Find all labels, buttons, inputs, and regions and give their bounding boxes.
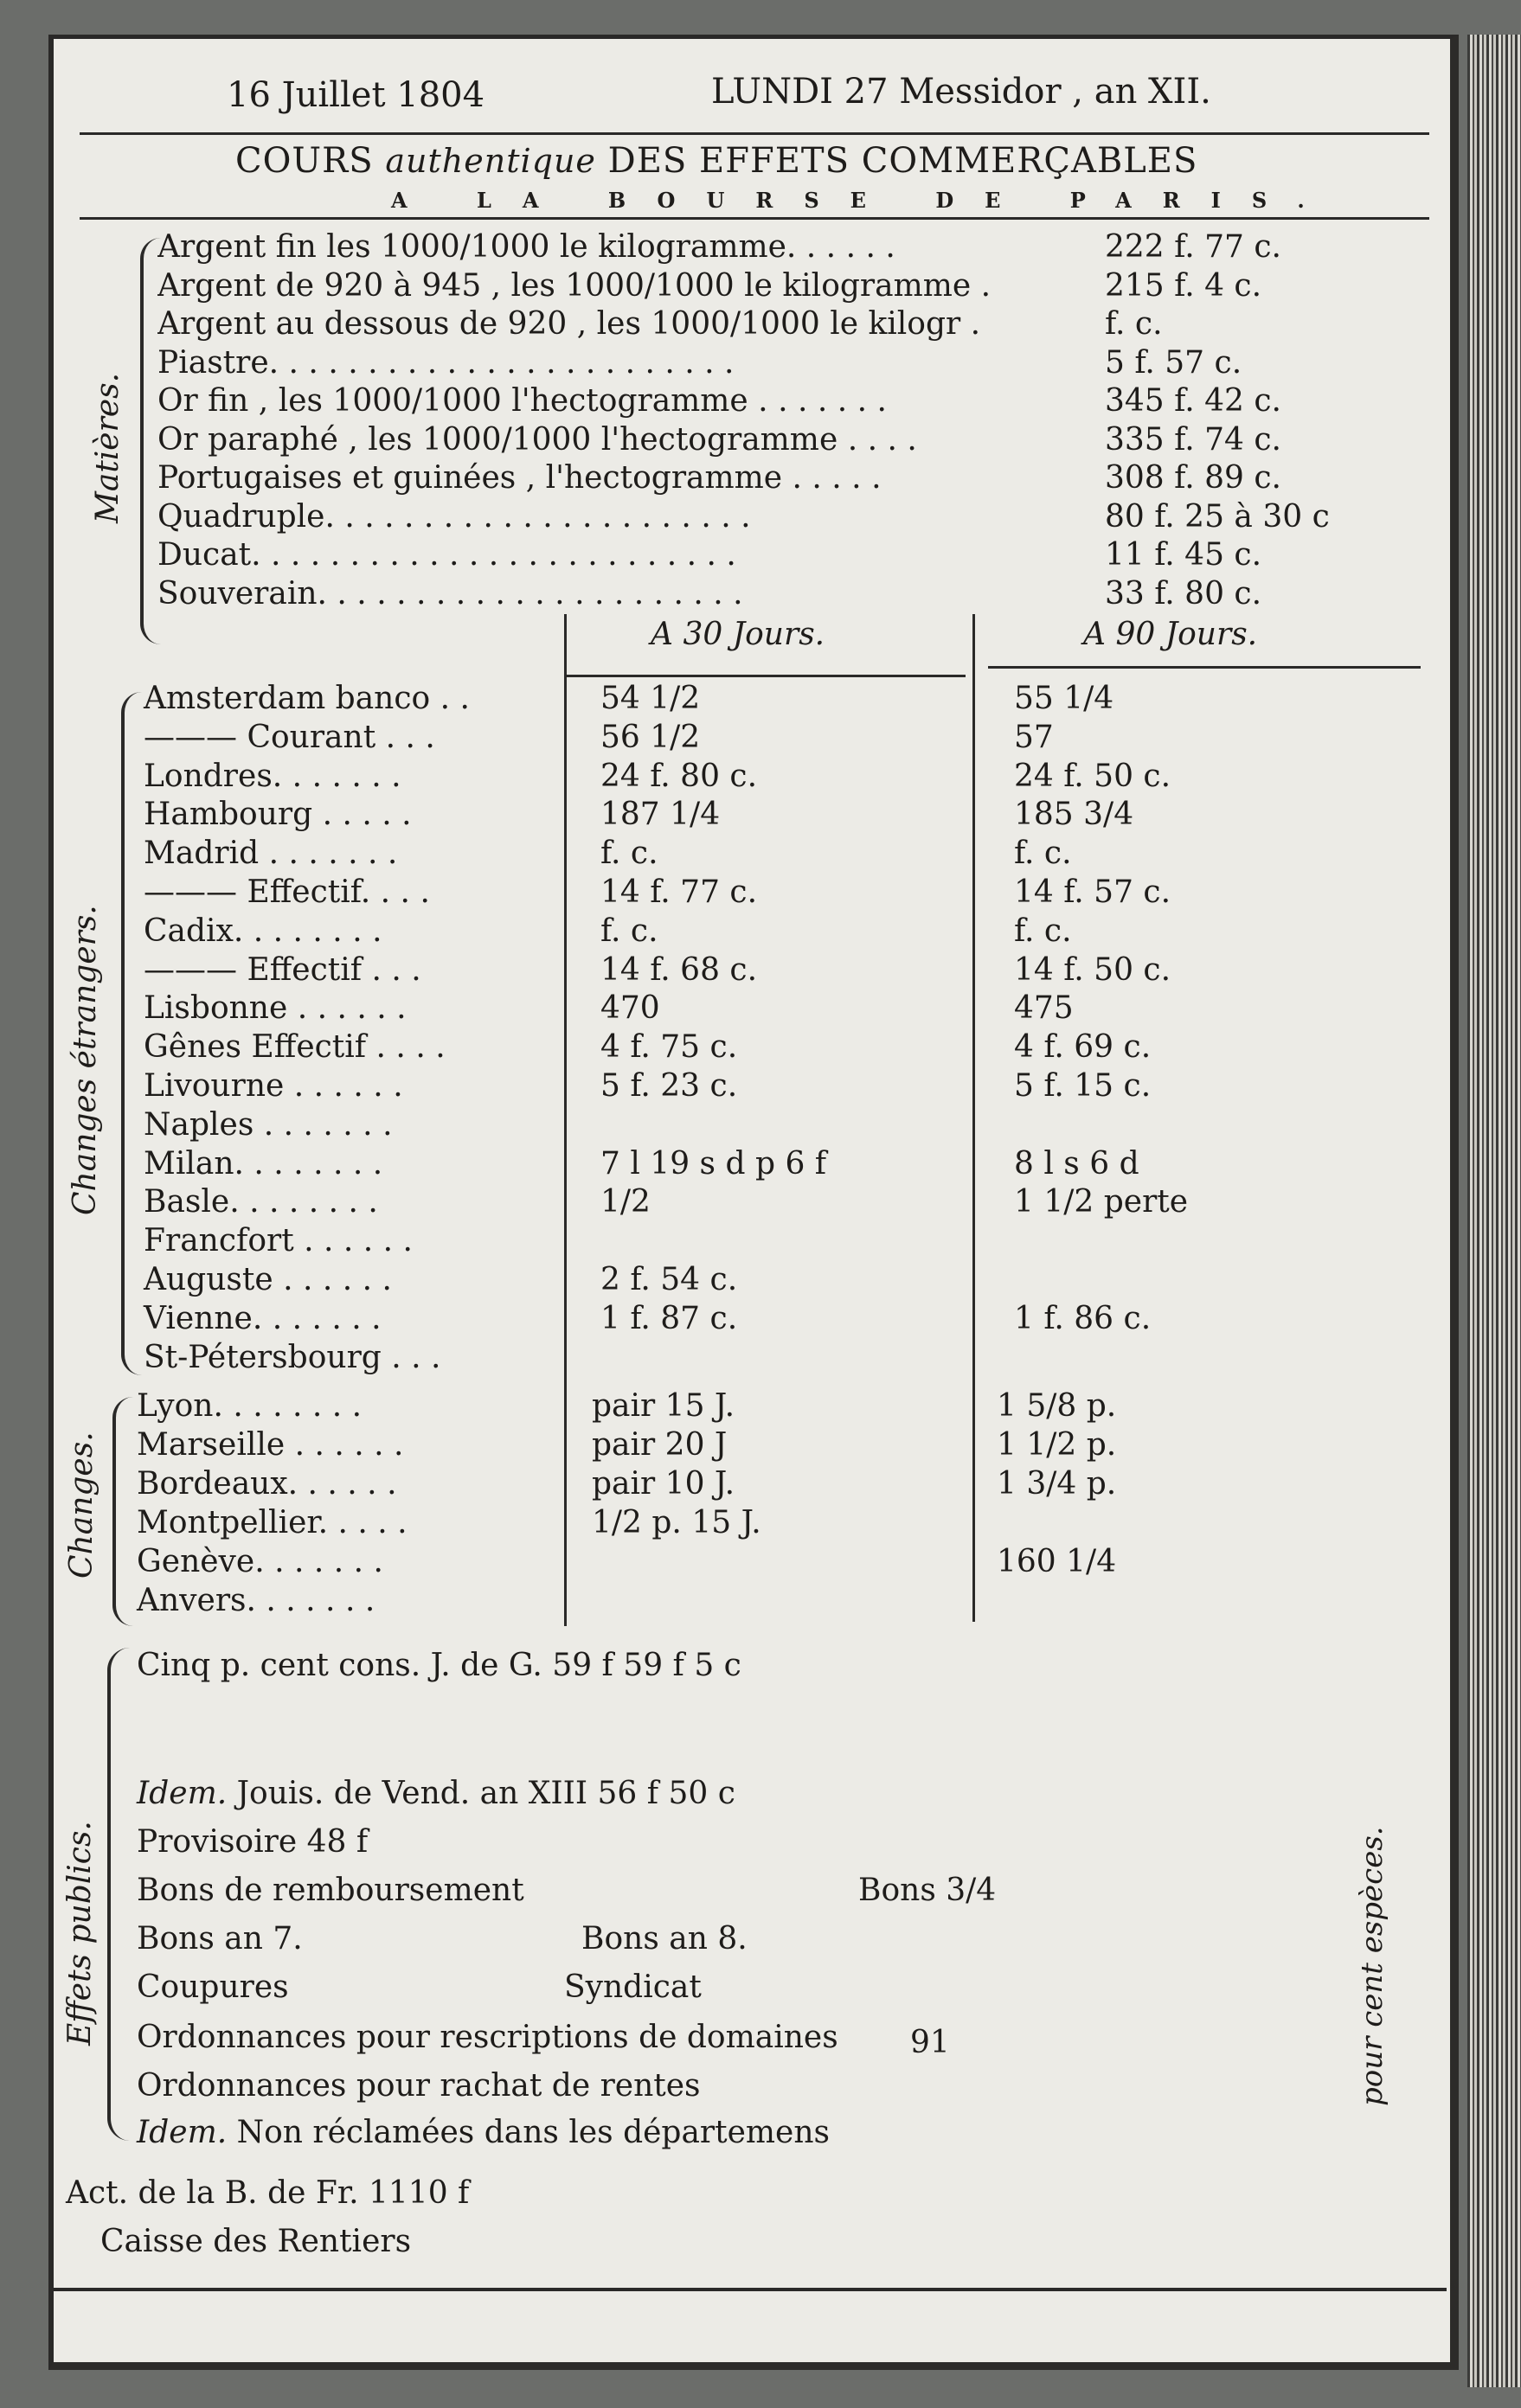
effet-idem2-text: Non réclamées dans les départemens	[236, 2115, 831, 2150]
book-spine-edge	[1467, 35, 1521, 2387]
header-date: 16 Juillet 1804	[227, 75, 485, 115]
change-etranger-30-jours: 5 f. 23 c.	[600, 1068, 738, 1104]
change-etranger-30-jours: 1 f. 87 c.	[600, 1300, 738, 1336]
matiere-label: Piastre. . . . . . . . . . . . . . . . . . . . . . . .	[157, 344, 735, 381]
change-etranger-30-jours: 54 1/2	[600, 681, 701, 716]
effet-ordonnances-domaines: Ordonnances pour rescriptions de domaines	[137, 2020, 838, 2055]
change-etranger-30-jours: 470	[600, 990, 660, 1027]
subtitle: A LA BOURSE DE PARIS.	[391, 188, 1336, 213]
change-etranger-90-jours: 1 f. 86 c.	[1014, 1300, 1152, 1336]
effet-provisoire: Provisoire 48 f	[137, 1824, 369, 1860]
change-label: Marseille . . . . . .	[137, 1427, 404, 1463]
change-90-jours: 160 1/4	[997, 1544, 1117, 1579]
matiere-label: Argent au dessous de 920 , les 1000/1000 le kilogr .	[157, 306, 981, 342]
effet-syndicat: Syndicat	[564, 1969, 702, 2005]
change-etranger-90-jours: 1 1/2 perte	[1014, 1184, 1189, 1220]
matiere-value: 345 f. 42 c.	[1105, 383, 1281, 419]
change-etranger-label: Cadix. . . . . . . .	[144, 913, 382, 949]
change-etranger-30-jours: 14 f. 68 c.	[600, 951, 758, 988]
change-etranger-30-jours: 2 f. 54 c.	[600, 1262, 738, 1297]
changes-etrangers-brace	[121, 692, 142, 1375]
title	[235, 141, 1197, 181]
change-etranger-90-jours: 57	[1014, 719, 1054, 755]
effet-bons-an-7: Bons an 7.	[137, 1921, 303, 1956]
col2-header: A 90 Jours.	[1083, 617, 1258, 652]
change-etranger-90-jours: 475	[1014, 990, 1074, 1027]
col-divider-left	[564, 614, 567, 1626]
title-part3: DES EFFETS COMMERÇABLES	[607, 141, 1198, 181]
matiere-label: Argent fin les 1000/1000 le kilogramme. . . . . .	[157, 229, 895, 265]
change-etranger-90-jours: f. c.	[1014, 913, 1072, 949]
change-etranger-label: Hambourg . . . . .	[144, 797, 412, 833]
matiere-value: 335 f. 74 c.	[1105, 421, 1281, 458]
change-etranger-label: Lisbonne . . . . . .	[144, 990, 407, 1027]
change-30-jours: 1/2 p. 15 J.	[592, 1505, 761, 1540]
change-etranger-label: ——— Courant . . .	[144, 719, 435, 755]
matiere-label: Quadruple. . . . . . . . . . . . . . . . . . . . . .	[157, 498, 751, 535]
header-rule	[80, 132, 1429, 135]
col1-header: A 30 Jours.	[651, 617, 825, 652]
matiere-label: Argent de 920 à 945 , les 1000/1000 le kilogramme .	[157, 267, 992, 304]
change-etranger-90-jours: 185 3/4	[1014, 797, 1134, 833]
title-part1: COURS	[235, 141, 374, 181]
change-etranger-30-jours: 56 1/2	[600, 719, 701, 755]
change-etranger-30-jours: 4 f. 75 c.	[600, 1029, 738, 1066]
footer-act: Act. de la B. de Fr. 1110 f	[66, 2175, 470, 2211]
matiere-value: 308 f. 89 c.	[1105, 460, 1281, 496]
title-rule	[80, 217, 1429, 220]
printed-page	[48, 35, 1459, 2370]
footer-rule	[54, 2288, 1447, 2291]
effet-idem-non-reclamees	[137, 2115, 830, 2150]
change-etranger-label: Basle. . . . . . . .	[144, 1184, 378, 1220]
change-label: Montpellier. . . . .	[137, 1505, 408, 1540]
footer-caisse: Caisse des Rentiers	[100, 2224, 412, 2259]
change-etranger-30-jours: 14 f. 77 c.	[600, 874, 758, 910]
matiere-label: Or fin , les 1000/1000 l'hectogramme . . . . . . .	[157, 383, 887, 419]
matiere-value: 5 f. 57 c.	[1105, 344, 1242, 381]
effet-bons-an-8: Bons an 8.	[581, 1921, 748, 1956]
change-etranger-90-jours: 14 f. 57 c.	[1014, 874, 1171, 910]
change-etranger-label: Vienne. . . . . . .	[144, 1300, 382, 1336]
change-30-jours: pair 15 J.	[592, 1388, 735, 1424]
col1-head-rule	[566, 675, 966, 677]
section-effets-publics: Effets publics.	[62, 1821, 98, 2046]
effet-idem2-label: Idem.	[137, 2115, 228, 2150]
change-etranger-90-jours: 24 f. 50 c.	[1014, 758, 1171, 794]
change-90-jours: 1 5/8 p.	[997, 1388, 1117, 1424]
change-etranger-30-jours: 24 f. 80 c.	[600, 758, 758, 794]
change-label: Lyon. . . . . . . .	[137, 1388, 363, 1424]
change-etranger-90-jours: 55 1/4	[1014, 681, 1114, 716]
effet-ordonnances-domaines-value: 91	[910, 2025, 950, 2060]
matiere-label: Portugaises et guinées , l'hectogramme . . . . .	[157, 460, 882, 496]
change-etranger-label: Gênes Effectif . . . .	[144, 1029, 446, 1066]
change-etranger-90-jours: 4 f. 69 c.	[1014, 1029, 1152, 1066]
title-part2: authentique	[385, 142, 596, 180]
effet-coupures: Coupures	[137, 1969, 289, 2005]
change-etranger-90-jours: 14 f. 50 c.	[1014, 951, 1171, 988]
effet-idem-label: Idem.	[137, 1776, 228, 1811]
matiere-value: 80 f. 25 à 30 c	[1105, 498, 1330, 535]
effets-brace	[107, 1648, 130, 2141]
change-etranger-30-jours: 7 l 19 s d p 6 f	[600, 1145, 827, 1182]
change-etranger-30-jours: 187 1/4	[600, 797, 721, 833]
effet-bons-remboursement: Bons de remboursement	[137, 1873, 524, 1908]
effet-ordonnances-rachat: Ordonnances pour rachat de rentes	[137, 2068, 701, 2104]
change-etranger-30-jours: f. c.	[600, 913, 658, 949]
section-changes-etrangers: Changes étrangers.	[67, 905, 103, 1215]
header-day: LUNDI 27 Messidor , an XII.	[711, 72, 1211, 112]
col-divider-right	[972, 614, 975, 1622]
change-label: Anvers. . . . . . .	[137, 1583, 375, 1618]
change-etranger-90-jours: 8 l s 6 d	[1014, 1145, 1139, 1182]
change-label: Bordeaux. . . . . .	[137, 1466, 397, 1502]
changes-brace	[112, 1397, 133, 1626]
change-etranger-30-jours: 1/2	[600, 1184, 651, 1220]
change-etranger-30-jours: f. c.	[600, 836, 658, 872]
matiere-value: 33 f. 80 c.	[1105, 575, 1262, 612]
effet-cinq: Cinq p. cent cons. J. de G. 59 f 59 f 5 c	[137, 1648, 741, 1683]
change-90-jours: 1 1/2 p.	[997, 1427, 1117, 1463]
change-etranger-label: Naples . . . . . . .	[144, 1106, 393, 1143]
matiere-value: 215 f. 4 c.	[1105, 267, 1262, 304]
change-etranger-label: Livourne . . . . . .	[144, 1068, 403, 1104]
matiere-label: Souverain. . . . . . . . . . . . . . . . . . . . . .	[157, 575, 743, 612]
effet-idem	[137, 1776, 735, 1811]
effet-idem-text: Jouis. de Vend. an XIII 56 f 50 c	[236, 1776, 735, 1811]
matiere-label: Or paraphé , les 1000/1000 l'hectogramme . . . .	[157, 421, 917, 458]
change-etranger-90-jours: 5 f. 15 c.	[1014, 1068, 1152, 1104]
change-etranger-label: Francfort . . . . . .	[144, 1223, 413, 1259]
change-30-jours: pair 10 J.	[592, 1466, 735, 1502]
matiere-value: 222 f. 77 c.	[1105, 229, 1281, 265]
section-matieres: Matières.	[90, 372, 125, 523]
change-etranger-90-jours: f. c.	[1014, 836, 1072, 872]
change-etranger-label: Amsterdam banco . .	[144, 681, 470, 716]
matiere-value: 11 f. 45 c.	[1105, 537, 1262, 573]
change-etranger-label: Madrid . . . . . . .	[144, 836, 398, 872]
change-etranger-label: Londres. . . . . . .	[144, 758, 401, 794]
matiere-value: f. c.	[1105, 306, 1163, 342]
change-etranger-label: St-Pétersbourg . . .	[144, 1339, 441, 1375]
change-etranger-label: Milan. . . . . . . .	[144, 1145, 383, 1182]
change-label: Genève. . . . . . .	[137, 1544, 383, 1579]
change-90-jours: 1 3/4 p.	[997, 1466, 1117, 1502]
col2-head-rule	[988, 666, 1421, 669]
matiere-label: Ducat. . . . . . . . . . . . . . . . . . . . . . . . .	[157, 537, 736, 573]
section-changes: Changes.	[64, 1431, 99, 1579]
change-etranger-label: ——— Effectif. . . .	[144, 874, 430, 910]
pour-cent-especes: pour cent espèces.	[1355, 1826, 1389, 2106]
change-etranger-label: Auguste . . . . . .	[144, 1262, 392, 1297]
effet-bons-right: Bons 3/4	[858, 1873, 997, 1908]
change-30-jours: pair 20 J	[592, 1427, 728, 1463]
change-etranger-label: ——— Effectif . . .	[144, 951, 421, 988]
